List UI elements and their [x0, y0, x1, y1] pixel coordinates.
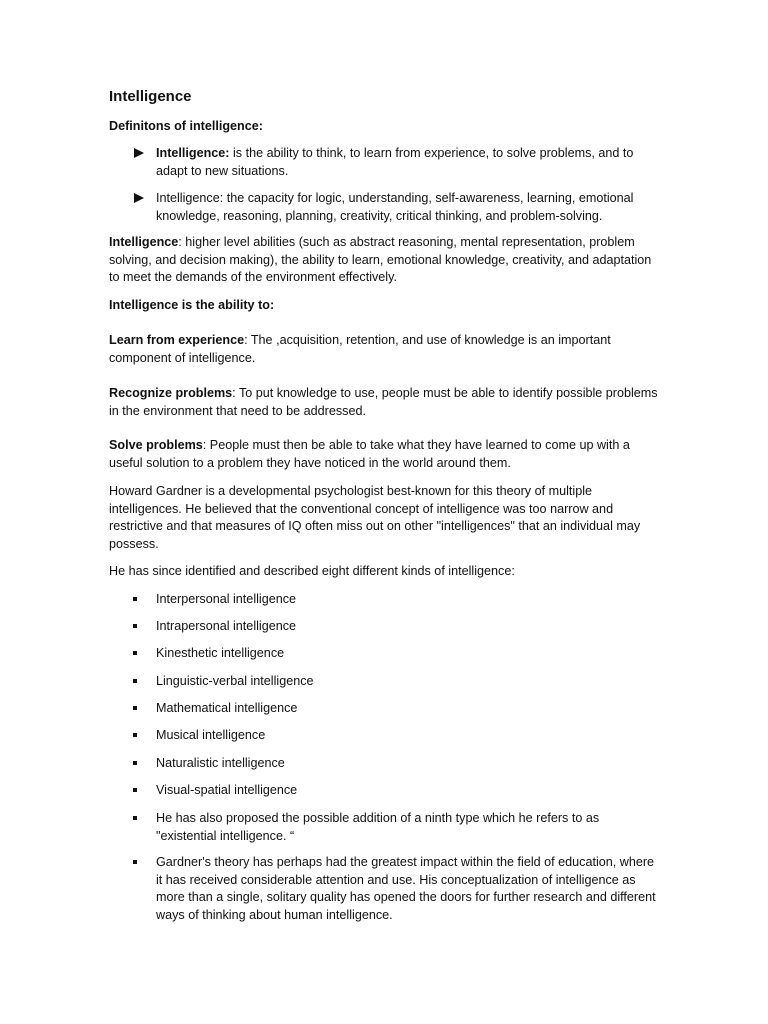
- triangle-bullet-icon: [134, 193, 144, 203]
- square-bullet-icon: [133, 761, 137, 765]
- definition-term: Intelligence: [156, 191, 220, 205]
- ability-paragraph: [109, 437, 659, 472]
- ability-term: Solve problems: [109, 438, 203, 452]
- square-bullet-icon: [133, 597, 137, 601]
- ability-paragraph: [109, 385, 659, 420]
- list-item: Kinesthetic intelligence: [133, 645, 659, 663]
- ability-text: : To put knowledge to use, people must be able to identify possible problems in the environment that need to be addressed.: [109, 386, 658, 418]
- list-item: Interpersonal intelligence: [133, 591, 659, 609]
- ability-text: : The ,acquisition, retention, and use of knowledge is an important component of intelligence.: [109, 333, 611, 365]
- ability-paragraph: [109, 332, 659, 367]
- ability-term: Learn from experience: [109, 333, 245, 347]
- definition-text: : higher level abilities (such as abstract reasoning, mental representation, problem solving, and decision making), the ability to learn, emotional knowledge, creativity, and adaptation to meet the demands of the environment effectively.: [109, 235, 652, 285]
- list-item: Visual-spatial intelligence: [133, 782, 659, 800]
- triangle-bullet-icon: [134, 148, 144, 158]
- list-item: Intrapersonal intelligence: [133, 618, 659, 636]
- list-item: He has also proposed the possible addition of a ninth type which he refers to as "existential intelligence. “: [133, 810, 659, 845]
- gardner-paragraph: Howard Gardner is a developmental psychologist best-known for this theory of multiple intelligences. He believed that the conventional concept of intelligence was too narrow and restrictive and that measures of IQ often miss out on other "intelligences" that an individual may possess.: [109, 484, 641, 551]
- square-bullet-icon: [133, 860, 137, 864]
- square-bullet-icon: [133, 679, 137, 683]
- ability-term: Recognize problems: [109, 386, 233, 400]
- ability-text: : People must then be able to take what they have learned to come up with a useful solution to a problem they have noticed in the world around them.: [109, 438, 630, 470]
- list-item: Musical intelligence: [133, 727, 659, 745]
- square-bullet-icon: [133, 816, 137, 820]
- square-bullet-icon: [133, 651, 137, 655]
- square-bullet-icon: [133, 706, 137, 710]
- page-title: Intelligence: [109, 88, 192, 105]
- square-bullet-icon: [133, 788, 137, 792]
- definition-text: is the ability to think, to learn from experience, to solve problems, and to adapt to new situations.: [156, 146, 634, 178]
- list-item: Mathematical intelligence: [133, 700, 659, 718]
- definition-paragraph: [109, 234, 659, 287]
- definition-text: : the capacity for logic, understanding, self-awareness, learning, emotional knowledge, reasoning, planning, creativity, critical thinking, and problem-solving.: [156, 191, 634, 223]
- definition-item: [134, 190, 659, 225]
- definitions-heading: Definitons of intelligence:: [109, 119, 263, 133]
- ability-heading: Intelligence is the ability to:: [109, 298, 275, 312]
- definition-item: [134, 145, 659, 180]
- list-item: Gardner's theory has perhaps had the greatest impact within the field of education, where it has received considerable attention and use. His conceptualization of intelligence as more than a single, solitary quality has opened the doors for further research and different ways of thinking about human intelligence.: [133, 854, 659, 924]
- square-bullet-icon: [133, 733, 137, 737]
- list-item: Linguistic-verbal intelligence: [133, 673, 659, 691]
- square-bullet-icon: [133, 624, 137, 628]
- kinds-intro: He has since identified and described eight different kinds of intelligence:: [109, 564, 515, 578]
- definition-term: Intelligence: [109, 235, 179, 249]
- list-item: Naturalistic intelligence: [133, 755, 659, 773]
- definition-term: Intelligence:: [156, 146, 230, 160]
